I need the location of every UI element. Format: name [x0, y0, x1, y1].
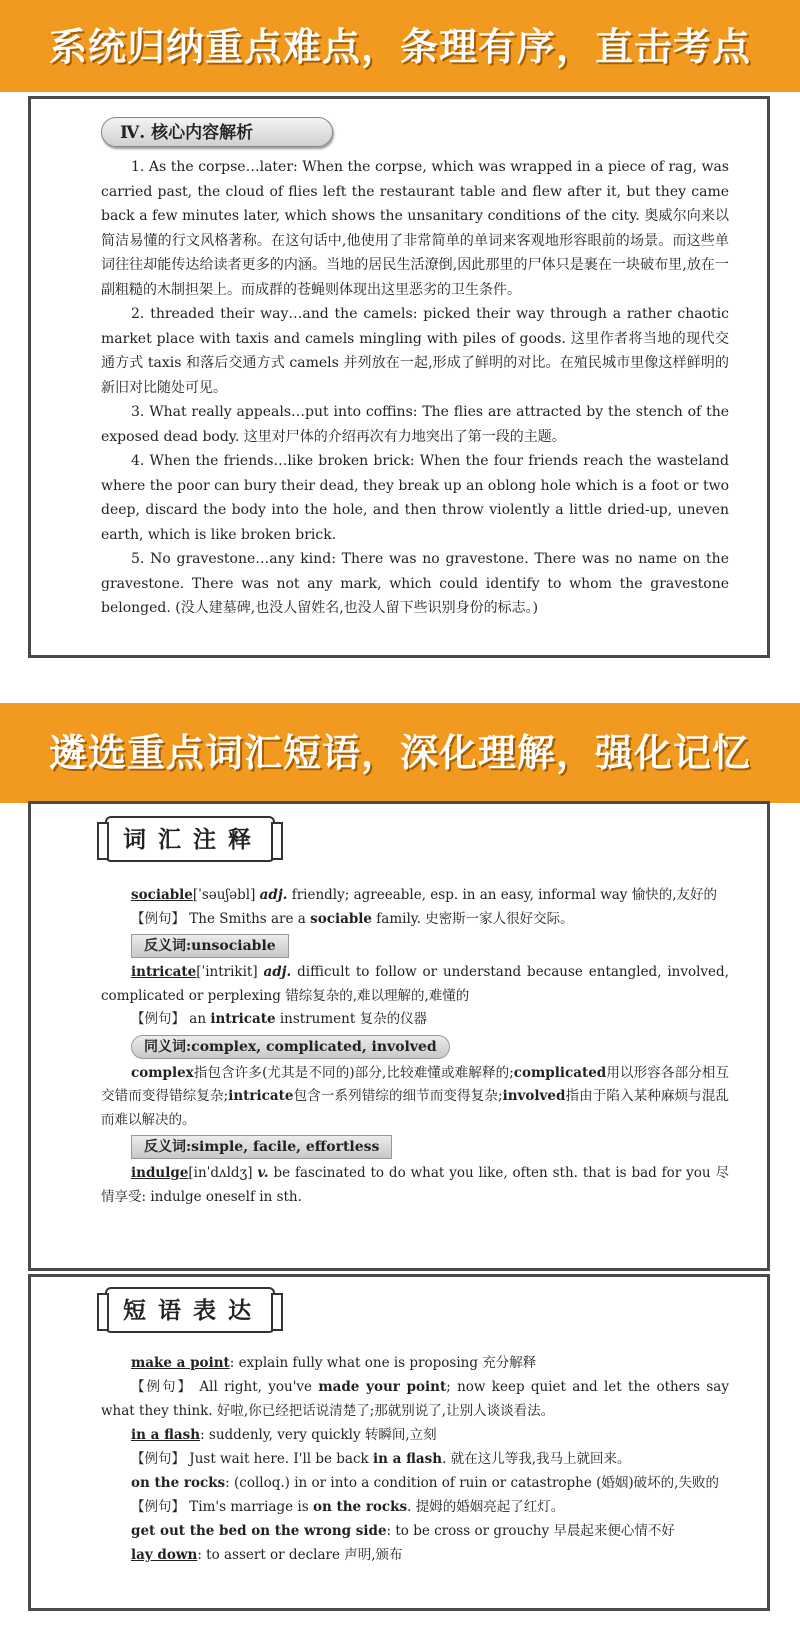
vocab-header: 词汇注释	[105, 816, 275, 862]
example-text: an	[189, 1011, 207, 1027]
pos: adj.	[259, 887, 288, 903]
phrase-example	[101, 1375, 729, 1423]
phrase: in a flash	[131, 1427, 201, 1443]
antonym-label: 反义词:simple, facile, effortless	[131, 1135, 392, 1159]
example-keyword: in a flash	[373, 1451, 443, 1467]
example-text: Just wait here. I'll be back	[189, 1451, 369, 1467]
example-tag: 【例句】	[131, 910, 185, 927]
note-word: intricate	[228, 1088, 294, 1104]
phrase-entry	[101, 1471, 729, 1495]
phrases-header: 短语表达	[105, 1287, 275, 1333]
middle-banner: 遴选重点词汇短语，深化理解，强化记忆	[0, 703, 800, 803]
example-text: All right, you've	[199, 1379, 313, 1395]
example-text: . 就在这儿等我,我马上就回来。	[442, 1451, 631, 1467]
phrase-example	[101, 1495, 729, 1519]
entry-sociable	[101, 884, 729, 908]
note-word: involved	[502, 1088, 566, 1104]
example-text: ; now keep quiet and let the others say what they think. 好啦,你已经把话说清楚了;那就别说了,让别人谈谈看法。	[101, 1379, 729, 1419]
phrases-text	[101, 1351, 729, 1567]
phrase-entry	[101, 1351, 729, 1375]
entry-indulge	[101, 1162, 729, 1209]
note-text: 指由于陷入某种麻烦与混乱而难以解决的。	[101, 1088, 729, 1128]
note-text: 用以形容各部分相互交错而变得错综复杂;	[101, 1064, 730, 1104]
definition: difficult to follow or understand because entangled, involved, complicated or perplexing 错综复杂的,难以理解的,难懂的	[101, 964, 729, 1004]
pos: v.	[257, 1165, 269, 1181]
note-word: complex	[131, 1064, 194, 1081]
phrase: get out the bed on the wrong side	[131, 1523, 387, 1539]
usage-note	[101, 1062, 729, 1133]
example-text: . 提姆的婚姻亮起了红灯。	[407, 1499, 565, 1515]
analysis-header: Ⅳ. 核心内容解析	[101, 117, 333, 147]
analysis-item-5: 5. No gravestone…any kind: There was no gravestone. There was no name on the gravestone. There was not any mark, which could identify to whom the gravestone belonged. (没人建墓碑,也没人留姓名,也没人留下些识别身份的标志。)	[101, 551, 729, 616]
analysis-item-4: 4. When the friends…like broken brick: When the four friends reach the wasteland where the poor can bury their dead, they break up an oblong hole which is a foot or two deep, discard the body into the hole, and then throw violently a little dried-up, uneven earth, which is like broken brick.	[101, 453, 729, 543]
definition: friendly; agreeable, esp. in an easy, informal way 愉快的,友好的	[291, 887, 718, 903]
phrase-def: : suddenly, very quickly 转瞬间,立刻	[200, 1427, 437, 1443]
phonetic: [inˈdʌldʒ]	[188, 1165, 253, 1181]
phrase-def: : to assert or declare 声明,颁布	[197, 1547, 403, 1563]
phrase-entry	[101, 1543, 729, 1567]
phrase-entry	[101, 1519, 729, 1543]
synonym-label: 同义词:complex, complicated, involved	[131, 1035, 450, 1059]
example-text: family. 史密斯一家人很好交际。	[376, 910, 574, 927]
phrases-panel	[28, 1274, 770, 1611]
example-tag: 【例句】	[131, 1011, 185, 1027]
phrase: make a point	[131, 1355, 230, 1371]
phrase-example	[101, 1447, 729, 1471]
phrase-def: : to be cross or grouchy 早晨起来便心情不好	[386, 1523, 675, 1539]
analysis-item-1: 1. As the corpse…later: When the corpse, which was wrapped in a piece of rag, was carried past, the cloud of flies left the restaurant table and flew after it, but they came back a few minutes later, which shows the unsanitary conditions of the city. 奥威尔向来以简洁易懂的行文风格著称。在这句话中,他使用了非常简单的单词来客观地形容眼前的场景。而这些单词往往却能传达给读者更多的内涵。当地的居民生活潦倒,因此那里的尸体只是裹在一块破布里,放在一副粗糙的木制担架上。而成群的苍蝇则体现出这里恶劣的卫生条件。	[101, 159, 729, 298]
vocab-panel	[28, 801, 770, 1271]
note-word: complicated	[513, 1064, 607, 1081]
headword: indulge	[131, 1165, 189, 1181]
phrase-entry	[101, 1423, 729, 1447]
analysis-item-2: 2. threaded their way…and the camels: picked their way through a rather chaotic market place with taxis and camels mingling with piles of goods. 这里作者将当地的现代交通方式 taxis 和落后交通方式 camels 并列放在一起,形成了鲜明的对比。在殖民城市里像这样鲜明的新旧对比随处可见。	[101, 306, 729, 396]
phrase: lay down	[131, 1547, 198, 1563]
headword: intricate	[131, 964, 197, 980]
note-text: 指包含许多(尤其是不同的)部分,比较难懂或难解释的;	[193, 1064, 514, 1081]
analysis-item-3: 3. What really appeals…put into coffins: The flies are attracted by the stench of the exposed dead body. 这里对尸体的介绍再次有力地突出了第一段的主题。	[101, 404, 729, 445]
example-intricate	[101, 1008, 729, 1032]
phrase: on the rocks	[131, 1475, 226, 1491]
example-keyword: intricate	[210, 1011, 276, 1027]
phrase-def: : explain fully what one is proposing 充分解释	[229, 1355, 537, 1371]
entry-intricate	[101, 961, 729, 1008]
example-tag: 【例句】	[131, 1379, 194, 1395]
example-keyword: made your point	[318, 1379, 447, 1395]
note-text: 包含一系列错综的细节而变得复杂;	[293, 1088, 503, 1104]
phonetic: [ˈsəuʃəbl]	[192, 887, 256, 903]
example-keyword: on the rocks	[312, 1499, 408, 1515]
example-tag: 【例句】	[131, 1451, 185, 1467]
vocab-text	[101, 884, 729, 1209]
example-tag: 【例句】	[131, 1499, 185, 1515]
example-text: Tim's marriage is	[189, 1499, 309, 1515]
example-text: The Smiths are a	[189, 910, 306, 927]
analysis-text	[101, 155, 729, 621]
example-text: instrument 复杂的仪器	[279, 1011, 428, 1027]
analysis-panel	[28, 96, 770, 658]
definition: be fascinated to do what you like, often sth. that is bad for you 尽情享受: indulge oneself in sth.	[101, 1165, 729, 1205]
antonym-label: 反义词:unsociable	[131, 934, 289, 958]
example-sociable	[101, 908, 729, 932]
example-keyword: sociable	[310, 910, 372, 927]
phonetic: [ˈintrikit]	[196, 964, 258, 980]
headword: sociable	[131, 887, 193, 903]
top-banner: 系统归纳重点难点，条理有序，直击考点	[0, 0, 800, 92]
phrase-def: : (colloq.) in or into a condition of ruin or catastrophe (婚姻)破坏的,失败的	[225, 1475, 719, 1491]
pos: adj.	[263, 964, 292, 980]
